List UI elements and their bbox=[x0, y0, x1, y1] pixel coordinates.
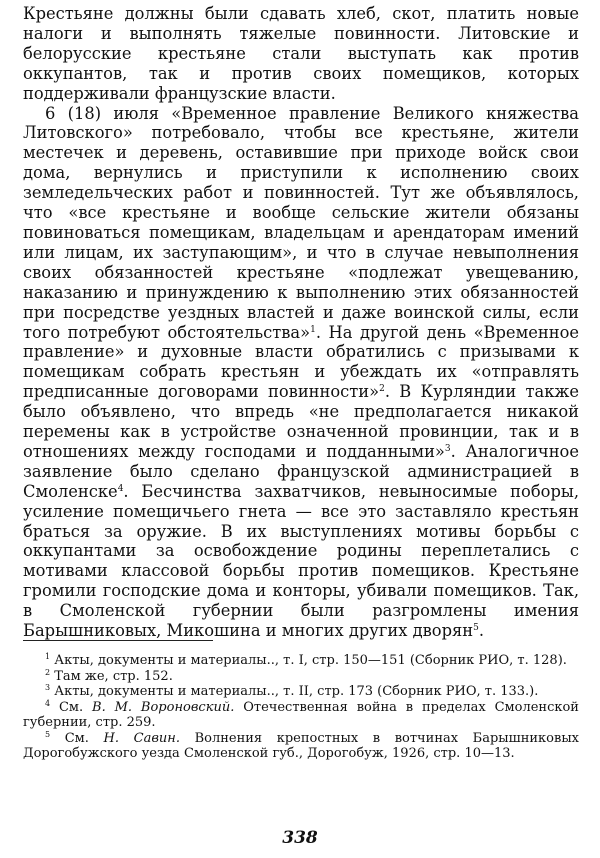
main-text bbox=[23, 4, 579, 641]
footnote-text: Отечественная война в пределах Смоленской губернии, стр. 259. bbox=[23, 699, 579, 730]
paragraph-2-part-e: . Бесчинства захватчиков, невыносимые поборы, усиление помещичьего гнета — все это заставляло крестьян браться за оружие. В их выступлениях мотивы борьбы с оккупантами за освобождение родины переплетались с мотивами классовой борьбы против помещиков. Крестьяне громили господские дома и конторы, убивали помещиков. Так, в Смоленской губернии были разгромлены имения Барышниковых, Микошина и многих других дворян bbox=[23, 481, 579, 641]
footnote-text: Там же, стр. 152. bbox=[54, 668, 173, 684]
paragraph-1: Крестьяне должны были сдавать хлеб, скот, платить новые налоги и выполнять тяжелые повинности. Литовские и белорусские крестьяне стали выступать как против оккупантов, так и против своих помещиков, которых поддерживали французские власти. bbox=[23, 4, 579, 103]
footnote-ref-1: 1 bbox=[310, 324, 316, 335]
paragraph-2-part-d: . Аналогичное заявление было сделано французской администрацией в Смоленске bbox=[23, 441, 579, 501]
page-number: 338 bbox=[282, 828, 318, 848]
paragraph-2-part-b: . На другой день «Временное правление» и духовные власти обратились с призывами к помещикам собрать крестьян и убеждать их «отправлять предписанные договорами повинности» bbox=[23, 322, 580, 402]
footnote-ref-5: 5 bbox=[473, 623, 479, 634]
footnote-5 bbox=[23, 731, 579, 762]
paragraph-2-part-f: . bbox=[478, 621, 485, 641]
paragraph-2-part-c: . В Курляндии также было объявлено, что впредь «не предполагается никакой перемены как в устройстве означенной провинции, так и в отношениях между господами и подданными» bbox=[23, 382, 580, 461]
footnote-author: Н. Савин. bbox=[103, 730, 180, 746]
footnote-text: Волнения крепостных в вотчинах Барышниковых Дорогобужского уезда Смоленской губ., Дорогобуж, 1926, стр. 10—13. bbox=[23, 730, 580, 761]
footnote-ref-2: 2 bbox=[379, 384, 385, 395]
footnote-ref-3: 3 bbox=[444, 443, 451, 454]
footnote-1 bbox=[23, 653, 579, 669]
footnote-number: 4 bbox=[45, 698, 51, 708]
footnote-2 bbox=[23, 669, 579, 685]
footnote-number: 1 bbox=[45, 652, 51, 661]
footnote-text: Акты, документы и материалы.., т. I, стр. 150—151 (Сборник РИО, т. 128). bbox=[54, 653, 567, 668]
footnote-number: 3 bbox=[45, 683, 51, 692]
footnote-text: Акты, документы и материалы.., т. II, стр. 173 (Сборник РИО, т. 133.). bbox=[54, 684, 539, 699]
footnote-prefix: См. bbox=[58, 699, 84, 715]
footnote-number: 2 bbox=[45, 667, 51, 677]
footnotes bbox=[23, 653, 579, 762]
footnote-author: В. М. Вороновский. bbox=[92, 699, 235, 715]
footnote-3 bbox=[23, 684, 579, 700]
footnote-ref-4: 4 bbox=[117, 483, 124, 494]
paragraph-2-part-a: 6 (18) июля «Временное правление Великого княжества Литовского» потребовало, чтобы все крестьяне, жители местечек и деревень, оставившие при приходе войск свои дома, вернулись и приступили к исполнению своих земледельческих работ и повинностей. Тут же объявлялось, что «все крестьяне и вообще сельские жители обязаны повиноваться помещикам, владельцам и арендаторам имений или лицам, их заступающим», и что в случае невыполнения своих обязанностей крестьяне «подлежат увещеванию, наказанию и принуждению к выполнению этих обязанностей при посредстве уездных властей и даже воинской силы, если того потребуют обстоятельства» bbox=[23, 103, 579, 342]
footnote-4 bbox=[23, 700, 579, 731]
footnote-number: 5 bbox=[45, 729, 51, 739]
paragraph-2 bbox=[23, 104, 579, 641]
footnote-divider bbox=[23, 640, 213, 641]
footnote-prefix: См. bbox=[64, 730, 89, 746]
